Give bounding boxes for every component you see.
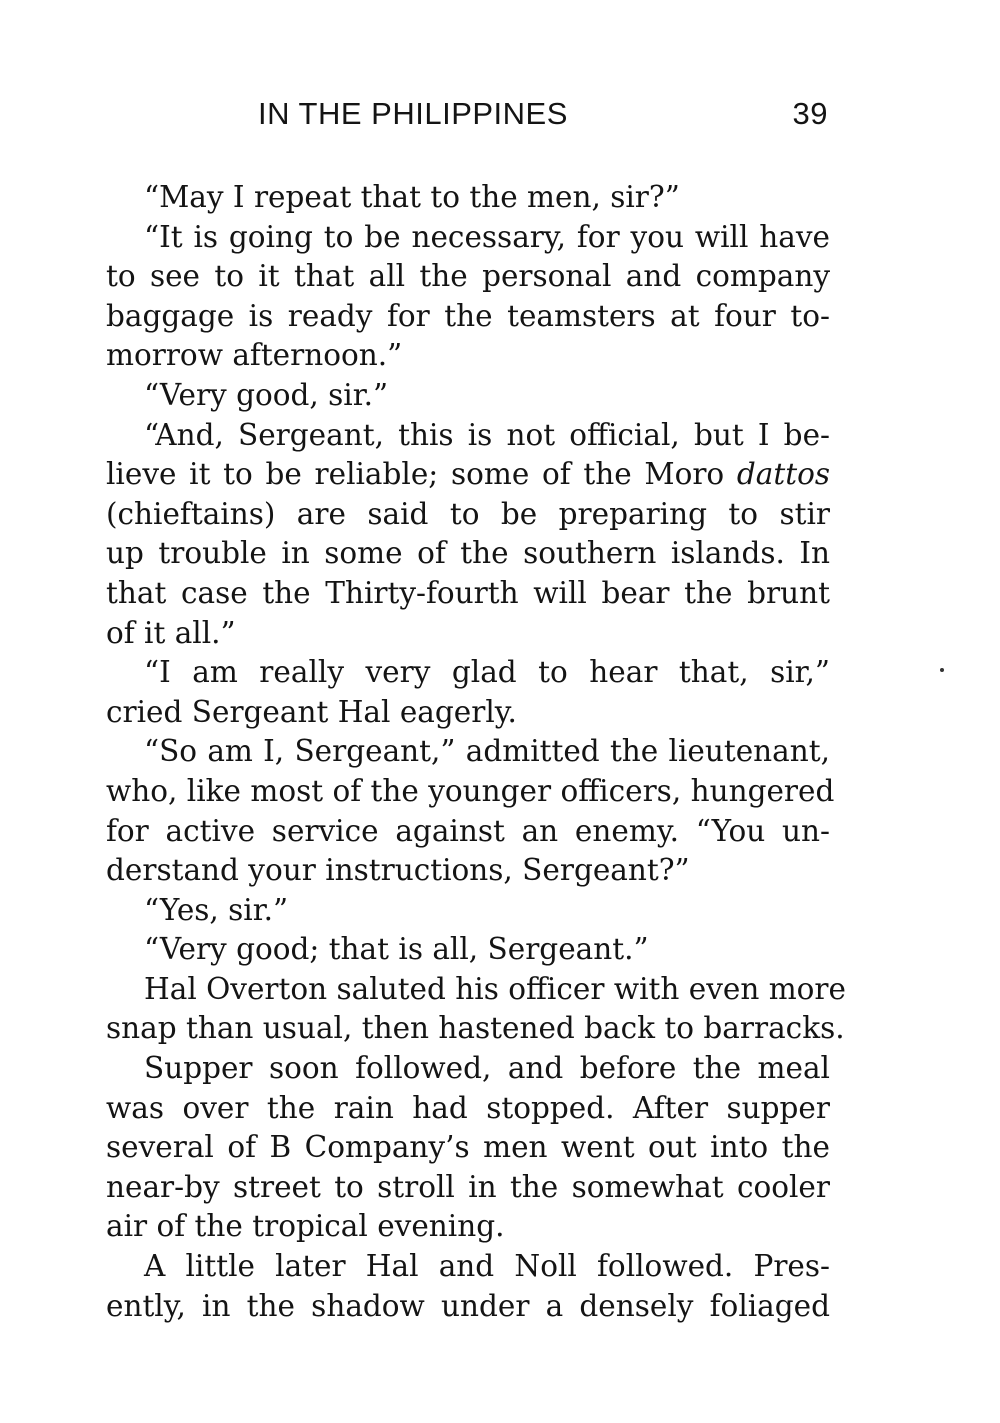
text-line: cried Sergeant Hal eagerly.: [106, 694, 517, 729]
text-line: [106, 455, 830, 495]
text-line: several of B Company’s men went out into the: [106, 1130, 830, 1165]
text-line: Hal Overton saluted his officer with even more: [144, 971, 846, 1006]
text-line-start: lieve it to be reliable; some of the Moro: [106, 457, 737, 492]
text-line: “I am really very glad to hear that, sir,”: [144, 655, 830, 690]
text-line: ently, in the shadow under a densely foliaged: [106, 1288, 830, 1323]
text-line: was over the rain had stopped. After supper: [106, 1090, 830, 1125]
text-line: near-by street to stroll in the somewhat cooler: [106, 1169, 830, 1204]
text-line: to see to it that all the personal and company: [106, 259, 830, 294]
text-line: “Yes, sir.”: [144, 892, 289, 927]
text-line: who, like most of the younger officers, hungered: [106, 773, 835, 808]
text-line: (chieftains) are said to be preparing to stir: [106, 496, 830, 531]
text-line: Supper soon followed, and before the meal: [144, 1051, 830, 1086]
text-line: baggage is ready for the teamsters at four to-: [106, 298, 830, 333]
text-line: “Very good, sir.”: [144, 377, 389, 412]
text-line: “It is going to be necessary, for you will have: [144, 219, 830, 254]
text-line: of it all.”: [106, 615, 236, 650]
text-line: air of the tropical evening.: [106, 1209, 505, 1244]
body-text: [106, 178, 846, 1326]
text-line: morrow afternoon.”: [106, 338, 403, 373]
text-line: snap than usual, then hastened back to barracks.: [106, 1011, 845, 1046]
text-line: up trouble in some of the southern islands. In: [106, 536, 830, 571]
text-line: derstand your instructions, Sergeant?”: [106, 853, 690, 888]
ink-speck: [940, 668, 944, 672]
running-head-title: IN THE PHILIPPINES: [258, 96, 568, 131]
page-number: 39: [792, 96, 828, 131]
italic-word: dattos: [736, 457, 830, 492]
running-head: [106, 96, 830, 138]
text-line: “So am I, Sergeant,” admitted the lieutenant,: [144, 734, 830, 769]
text-line: “And, Sergeant, this is not official, but I be-: [144, 417, 830, 452]
text-line: that case the Thirty-fourth will bear the brunt: [106, 575, 830, 610]
text-line: “Very good; that is all, Sergeant.”: [144, 932, 649, 967]
text-line: for active service against an enemy. “You un-: [106, 813, 830, 848]
text-line: “May I repeat that to the men, sir?”: [144, 180, 680, 214]
text-line: A little later Hal and Noll followed. Pres-: [144, 1249, 830, 1284]
